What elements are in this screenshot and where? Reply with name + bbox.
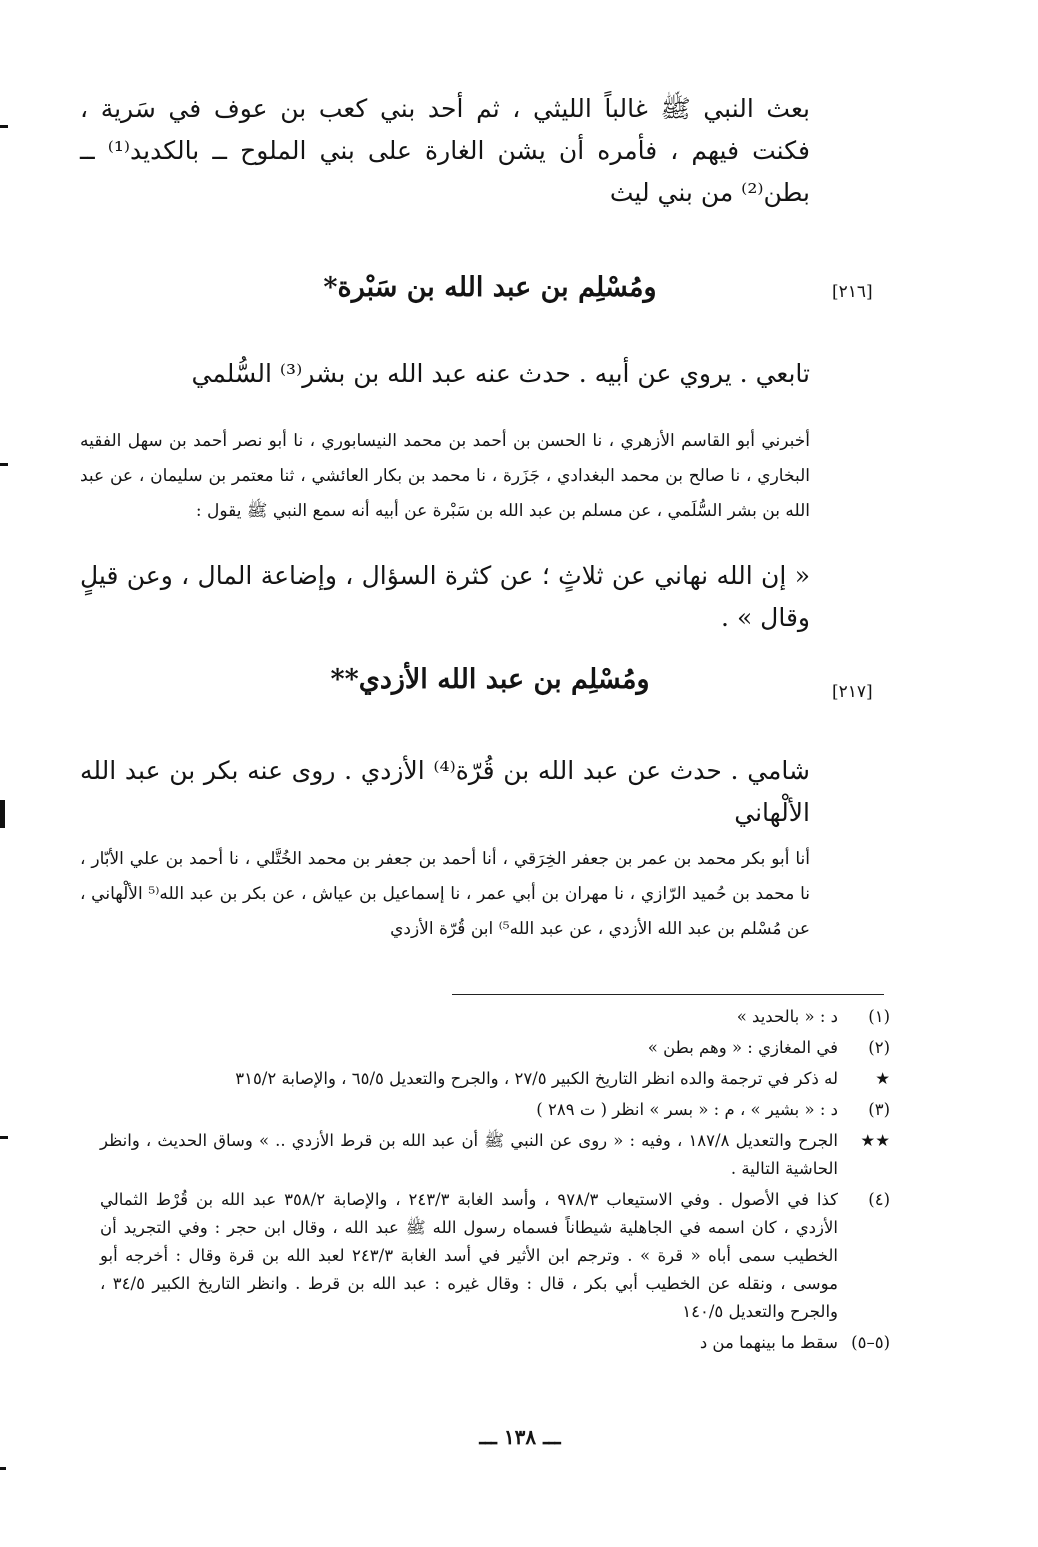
entry-title: ومُسْلِم بن عبد الله بن سَبْرة*: [323, 272, 657, 303]
footnotes: [100, 1003, 890, 1360]
scan-edge-mark: [0, 463, 8, 466]
entry-number: [٢١٦]: [832, 282, 873, 302]
footnote: [100, 1329, 890, 1357]
entry-isnad: أنا أبو بكر محمد بن عمر بن جعفر الخِرَقي ، أنا أحمد بن جعفر بن محمد الخُتَّلي ، نا أحمد بن علي الأبّار ، نا محمد بن حُميد الرّازي ، نا مهران بن أبي عمر ، نا إسماعيل بن عياش ، عن بكر بن عبد الله⁽⁵ الألْهاني ، عن مُسْلم بن عبد الله الأزدي ، عن عبد الله⁵⁾ ابن قُرّة الأزدي: [80, 849, 810, 939]
footnote-text: في المغازي : « وهم بطن »: [647, 1038, 838, 1057]
footnote-text: د : « بشير » ، م : « بسر » انظر ( ت ٢٨٩ ): [536, 1100, 838, 1119]
entry-title: ومُسْلِم بن عبد الله الأزدي**: [330, 664, 650, 695]
footnote: [100, 1186, 890, 1326]
footnote-marker: (١): [868, 1007, 890, 1026]
footnote-text: سقط ما بينهما من د: [699, 1333, 838, 1352]
footnote-marker: ★: [875, 1069, 890, 1088]
footnote: [100, 1034, 890, 1062]
footnote-marker: (٢): [868, 1038, 890, 1057]
footnote: [100, 1127, 890, 1183]
opening-paragraph: بعث النبي ﷺ غالباً الليثي ، ثم أحد بني كعب بن عوف في سَرية ، فكنت فيهم ، فأمره أن يشن الغارة على بني الملوح ــ بالكديد⁽¹⁾ ــ بطن⁽²⁾ من بني ليث: [80, 94, 810, 207]
footnote: [100, 1003, 890, 1031]
footnote-separator: [452, 994, 884, 995]
hadith-text: « إن الله نهاني عن ثلاثٍ ؛ عن كثرة السؤال ، وإضاعة المال ، وعن قيلٍ وقال » .: [80, 561, 810, 632]
entry-biography: شامي . حدث عن عبد الله بن قُرّة⁽⁴⁾ الأزدي . روى عنه بكر بن عبد الله الألْهاني: [80, 756, 810, 827]
entry-number: [٢١٧]: [832, 682, 873, 702]
scan-edge-mark: [0, 1136, 8, 1139]
footnote-text: له ذكر في ترجمة والده انظر التاريخ الكبير ٢٧/٥ ، والجرح والتعديل ٦٥/٥ ، والإصابة ٣١٥/٢: [235, 1069, 838, 1088]
footnote-marker: ★★: [860, 1131, 890, 1150]
footnote-text: كذا في الأصول . وفي الاستيعاب ٩٧٨/٣ ، وأسد الغابة ٢٤٣/٣ ، والإصابة ٣٥٨/٢ عبد الله بن قُرْط الثمالي الأزدي ، كان اسمه في الجاهلية شيطاناً فسماه رسول الله ﷺ عبد الله ، وقال ابن حجر : وفي التجريد أن الخطيب سمى أباه « قرة » . وترجم ابن الأثير في أسد الغابة ٢٤٣/٣ لعبد الله بن قرة وقال : أخرجه أبو موسى ، ونقله عن الخطيب أبي بكر ، قال : وقال غيره : عبد الله بن قرط . وانظر التاريخ الكبير ٣٤/٥ ، والجرح والتعديل ١٤٠/٥: [100, 1190, 838, 1321]
page-number: ـــ ١٣٨ ـــ: [479, 1425, 561, 1449]
footnote: [100, 1065, 890, 1093]
scan-edge-mark: [0, 125, 8, 128]
scan-edge-mark: [0, 800, 5, 828]
footnote-marker: (٤): [868, 1190, 890, 1209]
footnote-marker: (٣): [868, 1100, 890, 1119]
footnote-text: د : « بالحديد »: [736, 1007, 838, 1026]
entry-biography: تابعي . يروي عن أبيه . حدث عنه عبد الله بن بشر⁽³⁾ السُّلمي: [191, 359, 810, 388]
footnote-marker: (٥–٥): [851, 1333, 890, 1352]
scan-edge-mark: [0, 1467, 6, 1470]
entry-isnad: أخبرني أبو القاسم الأزهري ، نا الحسن بن أحمد بن محمد النيسابوري ، نا أبو نصر أحمد بن سهل الفقيه البخاري ، نا صالح بن محمد البغدادي ، جَزَرة ، نا محمد بن بكار العائشي ، ثنا معتمر بن سليمان ، عن عبد الله بن بشر السُّلَمي ، عن مسلم بن عبد الله بن سَبْرة عن أبيه أنه سمع النبي ﷺ يقول :: [80, 431, 810, 521]
footnote-text: الجرح والتعديل ١٨٧/٨ ، وفيه : « روى عن النبي ﷺ أن عبد الله بن قرط الأزدي .. » وساق الحديث ، وانظر الحاشية التالية .: [100, 1131, 838, 1178]
footnote: [100, 1096, 890, 1124]
